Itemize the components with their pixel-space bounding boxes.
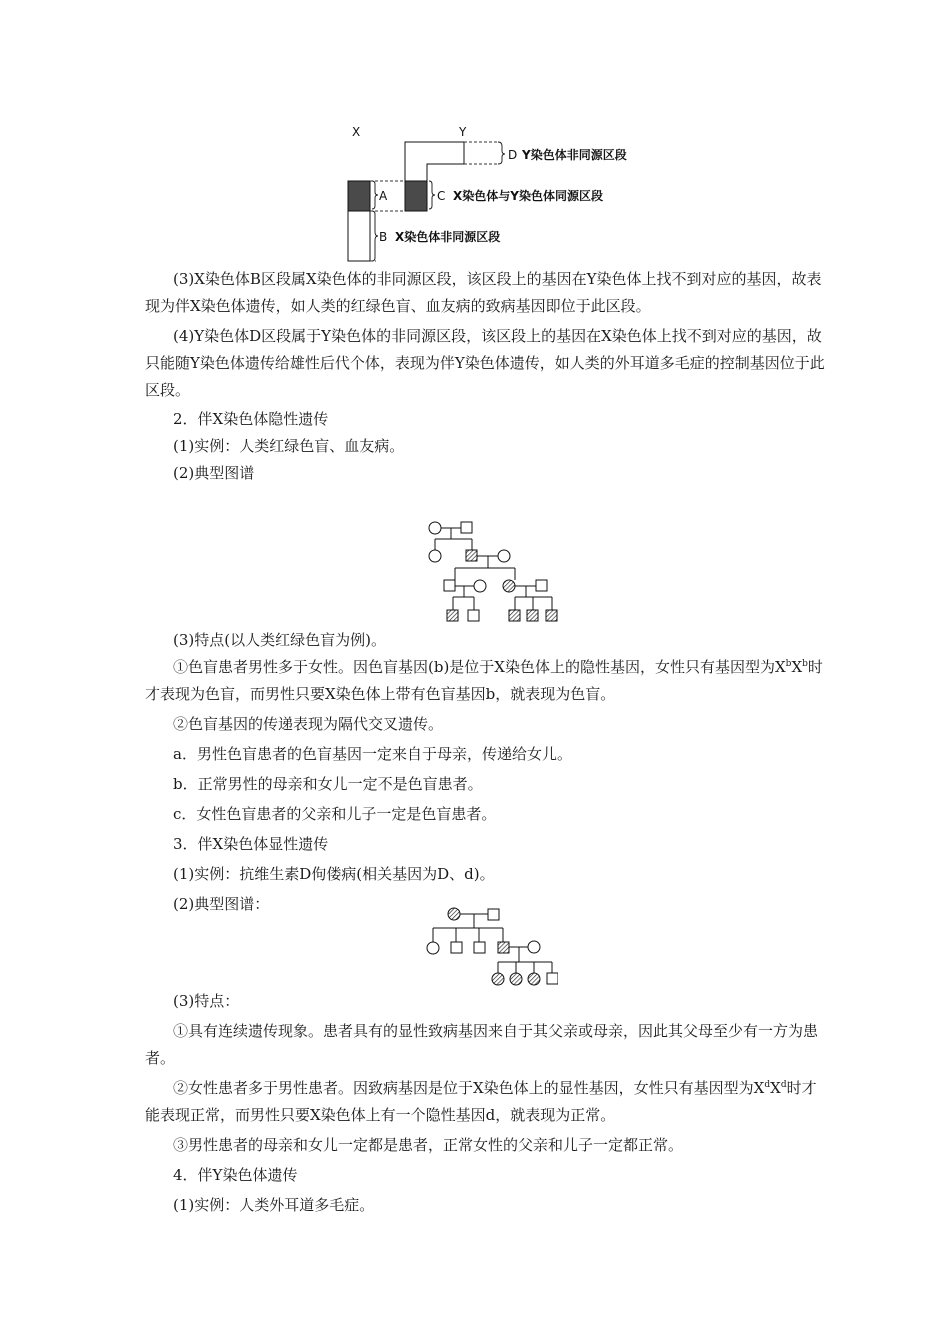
pedigree-male-normal [547, 973, 558, 984]
pedigree-female-normal [429, 550, 441, 562]
section-x-dominant-features [145, 988, 825, 1219]
x-recessive-feature-2: ②色盲基因的传递表现为隔代交叉遗传。 [173, 715, 444, 733]
segment-b-description: X染色体非同源区段 [395, 230, 501, 244]
x-dominant-feature-1: ①具有连续遗传现象。患者具有的显性致病基因来自于其父亲或母亲，因此其父母至少有一方为患者。 [145, 1022, 819, 1067]
x-dominant-pedigree [418, 906, 558, 986]
x-recessive-feature-1: ①色盲患者男性多于女性。因色盲基因(b)是位于X染色体上的隐性基因，女性只有基因型为$X^bX^b$时才表现为色盲，而男性只要X染色体上带有色盲基因b，就表现为色盲。 [145, 658, 823, 703]
pedigree-female-normal [429, 522, 441, 534]
segment-d-description: Y染色体非同源区段 [522, 148, 627, 162]
pedigree-male-affected [546, 610, 557, 621]
pedigree-female-affected [448, 908, 460, 920]
x-recessive-pedigree-title: (2)典型图谱 [173, 464, 255, 482]
segment-c-label: C [437, 189, 446, 203]
x-recessive-pedigree [420, 518, 560, 628]
y-linked-example: (1)实例：人类外耳道多毛症。 [173, 1196, 375, 1214]
pedigree-male-affected [527, 610, 538, 621]
x-recessive-example: (1)实例：人类红绿色盲、血友病。 [173, 437, 405, 455]
section-x-recessive-features [145, 627, 825, 918]
pedigree-male-affected [466, 550, 477, 561]
pedigree-male-normal [461, 522, 472, 533]
section-top-paragraphs [145, 266, 825, 487]
pedigree-male-normal [444, 580, 455, 591]
heading-x-dominant: 3．伴X染色体显性遗传 [173, 835, 329, 853]
pedigree-female-normal [474, 580, 486, 592]
x-recessive-point-b: b．正常男性的母亲和女儿一定不是色盲患者。 [173, 775, 483, 793]
chromosome-diagram [340, 120, 640, 265]
pedigree-male-affected [509, 610, 520, 621]
x-recessive-features-title: (3)特点(以人类红绿色盲为例)。 [173, 631, 386, 649]
heading-y-linked: 4．伴Y染色体遗传 [173, 1166, 298, 1184]
pedigree-male-normal [451, 942, 462, 953]
pedigree-female-affected [492, 973, 504, 985]
x-recessive-point-a: a．男性色盲患者的色盲基因一定来自于母亲，传递给女儿。 [173, 745, 572, 763]
pedigree-male-normal [474, 942, 485, 953]
x-dominant-features-title: (3)特点： [173, 992, 240, 1010]
x-recessive-point-c: c．女性色盲患者的父亲和儿子一定是色盲患者。 [173, 805, 497, 823]
pedigree-female-affected [503, 580, 515, 592]
x-dominant-feature-2: ②女性患者多于男性患者。因致病基因是位于X染色体上的显性基因，女性只有基因型为$X^dX^d$时才能表现正常，而男性只要X染色体上有一个隐性基因d，就表现为正常。 [145, 1079, 817, 1124]
pedigree-female-normal [528, 941, 540, 953]
pedigree-male-affected [447, 610, 458, 621]
pedigree-male-normal [536, 580, 547, 591]
pedigree-female-normal [427, 942, 439, 954]
pedigree-female-affected [528, 973, 540, 985]
x-dominant-example: (1)实例：抗维生素D佝偻病(相关基因为D、d)。 [173, 865, 495, 883]
x-chromosome [348, 181, 370, 261]
paragraph-3: (3)X染色体B区段属X染色体的非同源区段，该区段上的基因在Y染色体上找不到对应的基因，故表现为伴X染色体遗传，如人类的红绿色盲、血友病的致病基因即位于此区段。 [145, 270, 822, 315]
x-chromosome-label: X [352, 125, 361, 139]
pedigree-female-normal [498, 550, 510, 562]
y-chromosome-label: Y [459, 125, 467, 139]
heading-x-recessive: 2．伴X染色体隐性遗传 [173, 410, 329, 428]
x-dominant-pedigree-title: (2)典型图谱： [173, 895, 270, 913]
segment-b-label: B [379, 230, 388, 244]
pedigree-female-affected [510, 973, 522, 985]
pedigree-male-normal [488, 909, 499, 920]
segment-d-label: D [508, 148, 518, 162]
paragraph-4: (4)Y染色体D区段属于Y染色体的非同源区段，该区段上的基因在X染色体上找不到对应的基因，故只能随Y染色体遗传给雄性后代个体，表现为伴Y染色体遗传，如人类的外耳道多毛症的控制基因位于此区段。 [145, 327, 825, 399]
pedigree-male-normal [468, 610, 479, 621]
x-dominant-feature-3: ③男性患者的母亲和女儿一定都是患者，正常女性的父亲和儿子一定都正常。 [173, 1136, 684, 1154]
segment-c-description: X染色体与Y染色体同源区段 [453, 189, 603, 203]
segment-a-label: A [379, 189, 388, 203]
pedigree-male-affected [498, 942, 509, 953]
